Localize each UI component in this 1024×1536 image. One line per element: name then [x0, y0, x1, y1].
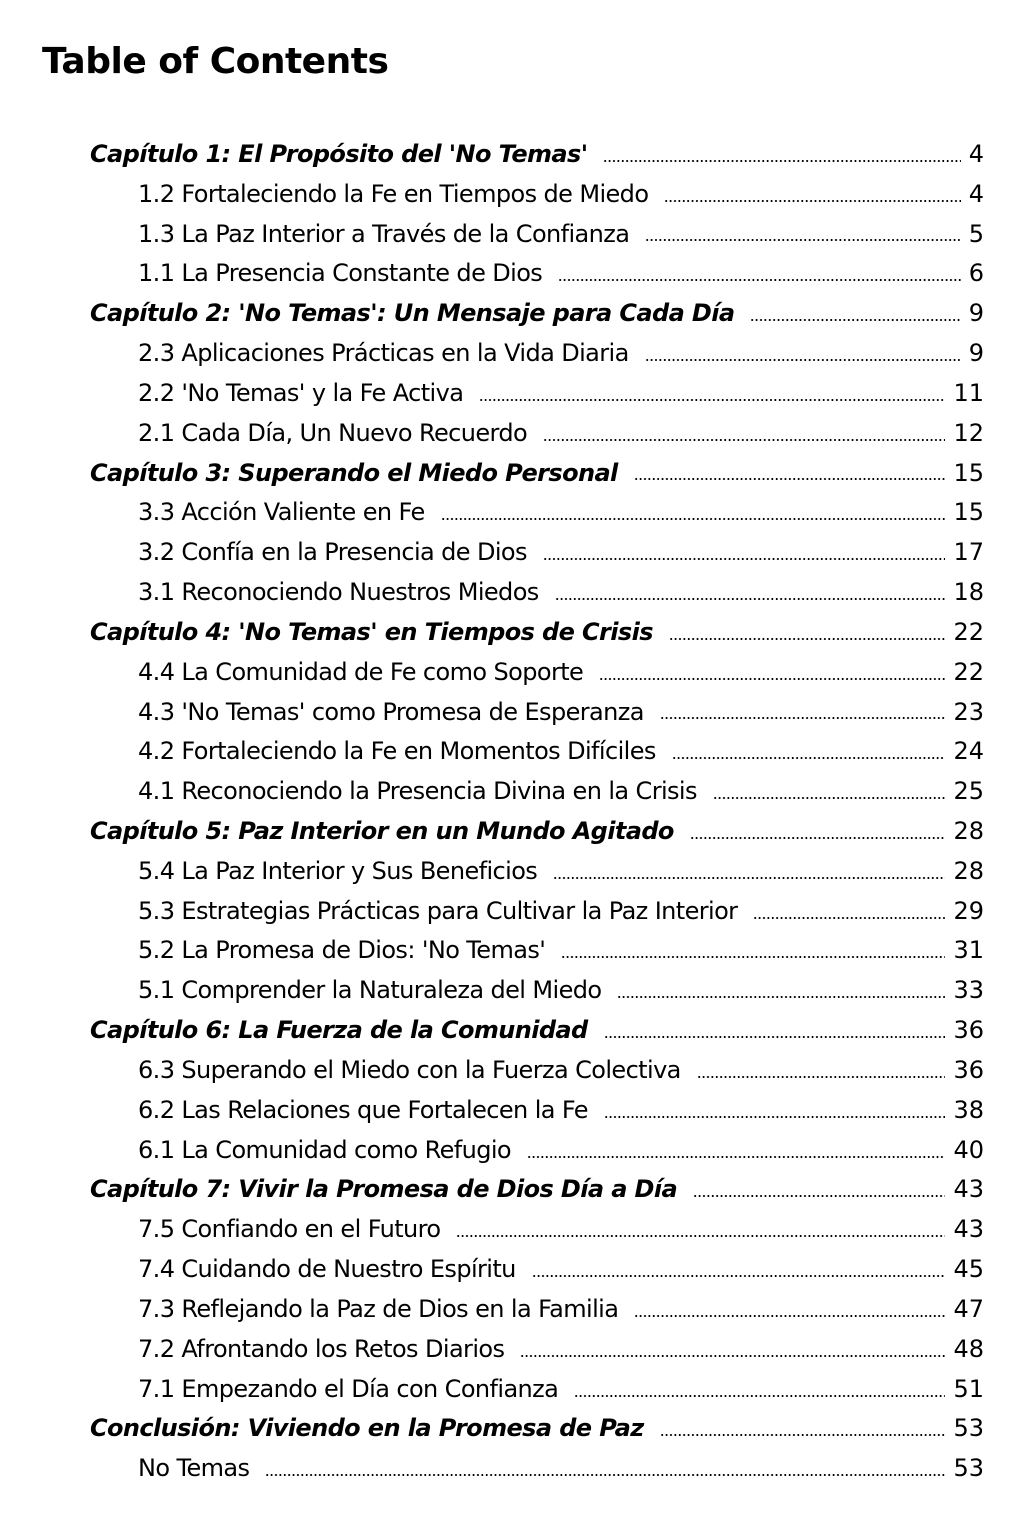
- toc-section-entry[interactable]: [0, 572, 1024, 612]
- toc-entry-title: Capítulo 2: 'No Temas': Un Mensaje para Cada Día: [90, 299, 735, 328]
- dot-leader: [713, 795, 946, 801]
- toc-page-number: 22: [953, 657, 984, 686]
- dot-leader: [558, 277, 961, 283]
- toc-page-number: 29: [953, 896, 984, 925]
- toc-page-number: 28: [953, 816, 984, 845]
- toc-entry-title: 7.2 Afrontando los Retos Diarios: [138, 1334, 505, 1363]
- toc-page-number: 17: [953, 538, 984, 567]
- toc-entry-title: 6.2 Las Relaciones que Fortalecen la Fe: [138, 1095, 588, 1124]
- toc-section-entry[interactable]: [0, 214, 1024, 254]
- toc-entry-title: 6.3 Superando el Miedo con la Fuerza Colectiva: [138, 1055, 681, 1084]
- toc-page-number: 36: [953, 1055, 984, 1084]
- toc-page-number: 45: [953, 1255, 984, 1284]
- toc-entry-title: 7.1 Empezando el Día con Confianza: [138, 1374, 559, 1403]
- dot-leader: [660, 1432, 946, 1438]
- toc-entry-title: 7.3 Reflejando la Paz de Dios en la Familia: [138, 1294, 619, 1323]
- toc-entry-title: Capítulo 4: 'No Temas' en Tiempos de Crisis: [90, 617, 653, 646]
- dot-leader: [441, 516, 946, 522]
- toc-page-number: 24: [953, 737, 984, 766]
- dot-leader: [645, 357, 961, 363]
- toc-entry-title: 4.3 'No Temas' como Promesa de Esperanza: [138, 697, 644, 726]
- toc-page-number: 53: [953, 1454, 984, 1483]
- toc-section-entry[interactable]: [0, 253, 1024, 293]
- dot-leader: [543, 437, 945, 443]
- dot-leader: [753, 915, 945, 921]
- dot-leader: [693, 1193, 945, 1199]
- toc-page-number: 48: [953, 1334, 984, 1363]
- dot-leader: [645, 237, 960, 243]
- toc-entry-title: 5.4 La Paz Interior y Sus Beneficios: [138, 856, 538, 885]
- toc-page-number: 43: [953, 1215, 984, 1244]
- dot-leader: [265, 1472, 945, 1478]
- toc-page-number: 15: [953, 498, 984, 527]
- dot-leader: [555, 596, 946, 602]
- dot-leader: [604, 1114, 945, 1120]
- toc-section-entry[interactable]: [0, 692, 1024, 732]
- toc-section-entry[interactable]: [0, 1249, 1024, 1289]
- toc-section-entry[interactable]: [0, 1050, 1024, 1090]
- dot-leader: [660, 715, 946, 721]
- toc-page-number: 51: [953, 1374, 984, 1403]
- toc-section-entry[interactable]: [0, 492, 1024, 532]
- toc-section-entry[interactable]: [0, 891, 1024, 931]
- toc-page-number: 6: [968, 259, 984, 288]
- toc-section-entry[interactable]: [0, 1289, 1024, 1329]
- toc-chapter-entry[interactable]: [0, 1010, 1024, 1050]
- toc-page-number: 38: [953, 1095, 984, 1124]
- toc-section-entry[interactable]: [0, 1369, 1024, 1409]
- toc-section-entry[interactable]: [0, 1448, 1024, 1488]
- toc-entry-title: 4.4 La Comunidad de Fe como Soporte: [138, 657, 584, 686]
- dot-leader: [669, 636, 946, 642]
- toc-page-number: 9: [968, 339, 984, 368]
- dot-leader: [604, 1034, 946, 1040]
- toc-entry-title: No Temas: [138, 1454, 250, 1483]
- toc-section-entry[interactable]: [0, 931, 1024, 971]
- toc-section-entry[interactable]: [0, 174, 1024, 214]
- dot-leader: [617, 994, 945, 1000]
- toc-page-number: 53: [953, 1414, 984, 1443]
- toc-page-number: 47: [953, 1294, 984, 1323]
- toc-page-number: 25: [953, 777, 984, 806]
- toc-chapter-entry[interactable]: [0, 134, 1024, 174]
- dot-leader: [479, 397, 945, 403]
- dot-leader: [520, 1353, 945, 1359]
- dot-leader: [553, 875, 945, 881]
- toc-page-number: 33: [953, 976, 984, 1005]
- toc-page-number: 15: [953, 458, 984, 487]
- toc-page-number: 40: [953, 1135, 984, 1164]
- toc-entry-title: Capítulo 5: Paz Interior en un Mundo Agitado: [90, 816, 674, 845]
- toc-entry-title: 3.1 Reconociendo Nuestros Miedos: [138, 578, 539, 607]
- dot-leader: [603, 158, 960, 164]
- toc-entry-title: 6.1 La Comunidad como Refugio: [138, 1135, 511, 1164]
- toc-chapter-entry[interactable]: [0, 1409, 1024, 1449]
- toc-page-number: 28: [953, 856, 984, 885]
- toc-entry-title: 1.1 La Presencia Constante de Dios: [138, 259, 543, 288]
- toc-section-entry[interactable]: [0, 771, 1024, 811]
- dot-leader: [664, 198, 960, 204]
- toc-chapter-entry[interactable]: [0, 293, 1024, 333]
- toc-entry-title: 7.5 Confiando en el Futuro: [138, 1215, 441, 1244]
- toc-entry-title: Capítulo 6: La Fuerza de la Comunidad: [90, 1016, 588, 1045]
- toc-entry-title: 5.1 Comprender la Naturaleza del Miedo: [138, 976, 602, 1005]
- toc-list: [0, 134, 1024, 1488]
- toc-section-entry[interactable]: [0, 1329, 1024, 1369]
- toc-section-entry[interactable]: [0, 970, 1024, 1010]
- dot-leader: [750, 317, 960, 323]
- toc-entry-title: Capítulo 1: El Propósito del 'No Temas': [90, 139, 588, 168]
- toc-section-entry[interactable]: [0, 413, 1024, 453]
- toc-section-entry[interactable]: [0, 373, 1024, 413]
- dot-leader: [634, 476, 946, 482]
- toc-entry-title: 4.1 Reconociendo la Presencia Divina en la Crisis: [138, 777, 697, 806]
- dot-leader: [697, 1074, 946, 1080]
- toc-page-number: 11: [953, 378, 984, 407]
- toc-page-number: 36: [953, 1016, 984, 1045]
- toc-page-number: 18: [953, 578, 984, 607]
- toc-page-number: 22: [953, 617, 984, 646]
- dot-leader: [672, 755, 946, 761]
- toc-chapter-entry[interactable]: [0, 453, 1024, 493]
- toc-entry-title: 5.3 Estrategias Prácticas para Cultivar la Paz Interior: [138, 896, 738, 925]
- dot-leader: [527, 1154, 945, 1160]
- toc-entry-title: 2.1 Cada Día, Un Nuevo Recuerdo: [138, 418, 528, 447]
- toc-entry-title: 3.3 Acción Valiente en Fe: [138, 498, 425, 527]
- toc-entry-title: 1.2 Fortaleciendo la Fe en Tiempos de Miedo: [138, 179, 649, 208]
- toc-page-number: 31: [953, 936, 984, 965]
- toc-section-entry[interactable]: [0, 1090, 1024, 1130]
- toc-section-entry[interactable]: [0, 333, 1024, 373]
- toc-page-number: 4: [968, 179, 984, 208]
- toc-entry-title: Capítulo 7: Vivir la Promesa de Dios Día a Día: [90, 1175, 678, 1204]
- toc-entry-title: Conclusión: Viviendo en la Promesa de Paz: [90, 1414, 644, 1443]
- toc-section-entry[interactable]: [0, 731, 1024, 771]
- page-title: Table of Contents: [42, 41, 389, 82]
- toc-chapter-entry[interactable]: [0, 1170, 1024, 1210]
- toc-entry-title: 1.3 La Paz Interior a Través de la Confianza: [138, 219, 630, 248]
- toc-section-entry[interactable]: [0, 652, 1024, 692]
- toc-page-number: 4: [968, 139, 984, 168]
- toc-entry-title: Capítulo 3: Superando el Miedo Personal: [90, 458, 618, 487]
- toc-page-number: 43: [953, 1175, 984, 1204]
- dot-leader: [574, 1393, 945, 1399]
- toc-page-number: 5: [968, 219, 984, 248]
- toc-section-entry[interactable]: [0, 851, 1024, 891]
- toc-section-entry[interactable]: [0, 1130, 1024, 1170]
- dot-leader: [456, 1233, 945, 1239]
- dot-leader: [690, 835, 946, 841]
- toc-page-number: 9: [968, 299, 984, 328]
- toc-page-number: 23: [953, 697, 984, 726]
- dot-leader: [634, 1313, 945, 1319]
- dot-leader: [599, 676, 945, 682]
- toc-entry-title: 4.2 Fortaleciendo la Fe en Momentos Difíciles: [138, 737, 656, 766]
- dot-leader: [543, 556, 946, 562]
- dot-leader: [532, 1273, 946, 1279]
- toc-chapter-entry[interactable]: [0, 811, 1024, 851]
- toc-page-number: 12: [953, 418, 984, 447]
- toc-entry-title: 3.2 Confía en la Presencia de Dios: [138, 538, 527, 567]
- toc-section-entry[interactable]: [0, 1209, 1024, 1249]
- toc-entry-title: 2.2 'No Temas' y la Fe Activa: [138, 378, 464, 407]
- toc-entry-title: 5.2 La Promesa de Dios: 'No Temas': [138, 936, 546, 965]
- toc-chapter-entry[interactable]: [0, 612, 1024, 652]
- toc-entry-title: 7.4 Cuidando de Nuestro Espíritu: [138, 1255, 516, 1284]
- toc-entry-title: 2.3 Aplicaciones Prácticas en la Vida Diaria: [138, 339, 629, 368]
- dot-leader: [561, 954, 945, 960]
- toc-section-entry[interactable]: [0, 532, 1024, 572]
